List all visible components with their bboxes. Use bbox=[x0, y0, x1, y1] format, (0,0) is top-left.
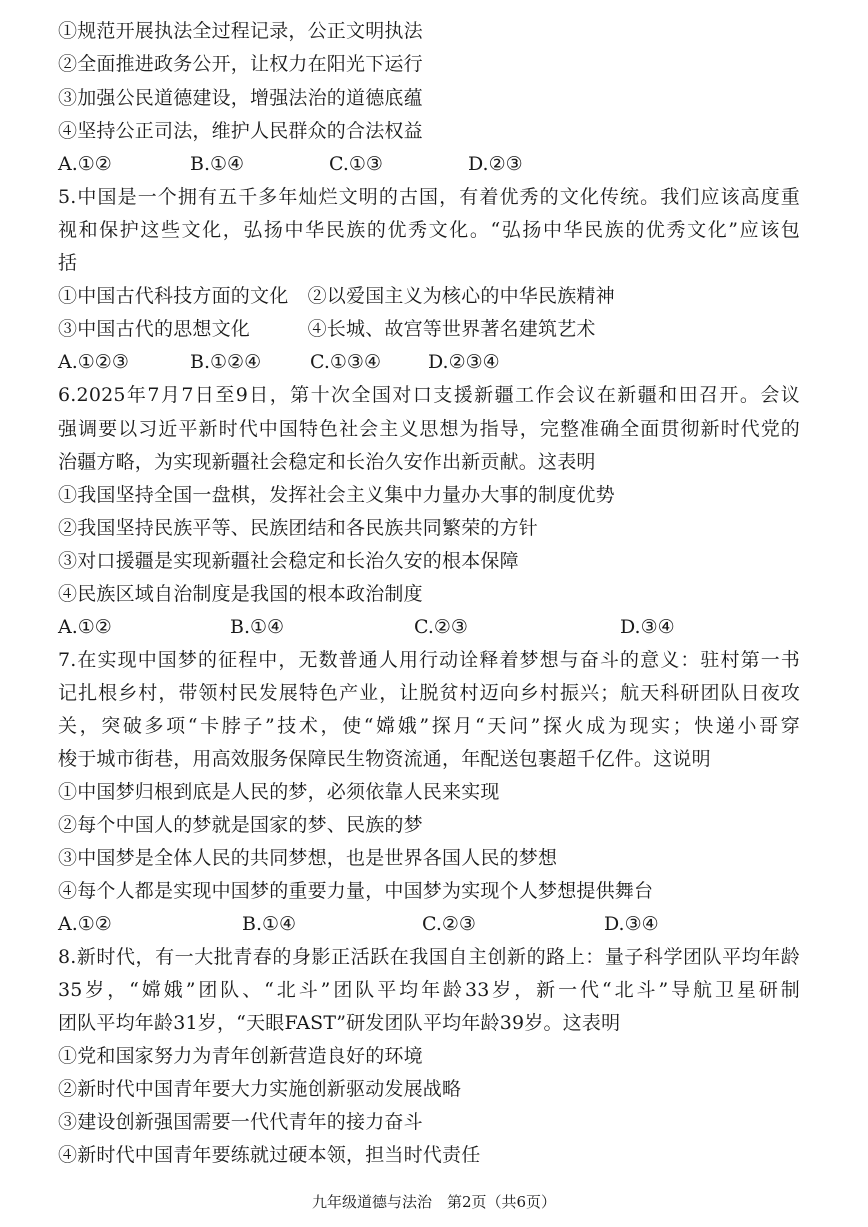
q5-statements-3-4: ③中国古代的思想文化 ④长城、故宫等世界著名建筑艺术 bbox=[58, 318, 596, 340]
q4-statement-2: ②全面推进政务公开，让权力在阳光下运行 bbox=[58, 53, 423, 75]
q6-option-c[interactable]: C.②③ bbox=[414, 616, 468, 638]
q8-statement-1: ①党和国家努力为青年创新营造良好的环境 bbox=[58, 1045, 423, 1067]
q6-option-a[interactable]: A.①② bbox=[58, 616, 112, 638]
q5-option-b[interactable]: B.①②④ bbox=[190, 351, 262, 373]
q5-option-c[interactable]: C.①③④ bbox=[310, 351, 381, 373]
q6-option-b[interactable]: B.①④ bbox=[230, 616, 285, 638]
q6-statement-1: ①我国坚持全国一盘棋，发挥社会主义集中力量办大事的制度优势 bbox=[58, 484, 615, 506]
q8-stem-line-1: 8.新时代，有一大批青春的身影正活跃在我国自主创新的路上：量子科学团队平均年龄 bbox=[58, 946, 800, 968]
q7-option-a[interactable]: A.①② bbox=[58, 913, 112, 935]
q5-stem-line-3: 括 bbox=[58, 252, 78, 274]
q7-stem-line-2: 记扎根乡村，带领村民发展特色产业，让脱贫村迈向乡村振兴；航天科研团队日夜攻 bbox=[58, 682, 800, 704]
q8-statement-4: ④新时代中国青年要练就过硬本领，担当时代责任 bbox=[58, 1144, 481, 1166]
q4-statement-3: ③加强公民道德建设，增强法治的道德底蕴 bbox=[58, 87, 423, 109]
q7-stem-line-1: 7.在实现中国梦的征程中，无数普通人用行动诠释着梦想与奋斗的意义：驻村第一书 bbox=[58, 649, 800, 671]
q7-statement-1: ①中国梦归根到底是人民的梦，必须依靠人民来实现 bbox=[58, 781, 500, 803]
q7-statement-3: ③中国梦是全体人民的共同梦想，也是世界各国人民的梦想 bbox=[58, 847, 558, 869]
q6-statement-4: ④民族区域自治制度是我国的根本政治制度 bbox=[58, 583, 423, 605]
q6-options bbox=[58, 614, 800, 640]
q5-stem-line-2: 视和保护这些文化，弘扬中华民族的优秀文化。“弘扬中华民族的优秀文化”应该包 bbox=[58, 219, 800, 241]
q4-statement-1: ①规范开展执法全过程记录，公正文明执法 bbox=[58, 20, 423, 42]
q6-statement-3: ③对口援疆是实现新疆社会稳定和长治久安的根本保障 bbox=[58, 550, 519, 572]
q8-stem-line-2: 35岁，“嫦娥”团队、“北斗”团队平均年龄33岁，新一代“北斗”导航卫星研制 bbox=[58, 979, 800, 1001]
q7-option-c[interactable]: C.②③ bbox=[422, 913, 476, 935]
q6-stem-line-3: 治疆方略，为实现新疆社会稳定和长治久安作出新贡献。这表明 bbox=[58, 451, 596, 473]
q7-stem-line-3: 关，突破多项“卡脖子”技术，使“嫦娥”探月“天问”探火成为现实；快递小哥穿 bbox=[58, 715, 800, 737]
page-footer: 九年级道德与法治 第2页（共6页） bbox=[311, 1193, 557, 1211]
q5-options bbox=[58, 349, 800, 375]
q8-statement-2: ②新时代中国青年要大力实施创新驱动发展战略 bbox=[58, 1078, 462, 1100]
q6-stem-line-2: 强调要以习近平新时代中国特色社会主义思想为指导，完整准确全面贯彻新时代党的 bbox=[58, 418, 800, 440]
q4-option-c[interactable]: C.①③ bbox=[329, 153, 383, 175]
q7-option-d[interactable]: D.③④ bbox=[604, 913, 659, 935]
q4-statement-4: ④坚持公正司法，维护人民群众的合法权益 bbox=[58, 120, 423, 142]
q4-option-a[interactable]: A.①② bbox=[58, 153, 112, 175]
q6-statement-2: ②我国坚持民族平等、民族团结和各民族共同繁荣的方针 bbox=[58, 517, 539, 539]
q4-option-d[interactable]: D.②③ bbox=[468, 153, 523, 175]
q5-option-a[interactable]: A.①②③ bbox=[58, 351, 129, 373]
q6-stem-line-1: 6.2025年7月7日至9日，第十次全国对口支援新疆工作会议在新疆和田召开。会议 bbox=[58, 384, 800, 406]
q7-option-b[interactable]: B.①④ bbox=[242, 913, 297, 935]
q5-statements-1-2: ①中国古代科技方面的文化 ②以爱国主义为核心的中华民族精神 bbox=[58, 285, 615, 307]
q8-statement-3: ③建设创新强国需要一代代青年的接力奋斗 bbox=[58, 1111, 423, 1133]
q5-option-d[interactable]: D.②③④ bbox=[428, 351, 500, 373]
q7-stem-line-4: 梭于城市街巷，用高效服务保障民生物资流通，年配送包裹超千亿件。这说明 bbox=[58, 748, 711, 770]
q7-options bbox=[58, 911, 800, 937]
q8-stem-line-3: 团队平均年龄31岁，“天眼FAST”研发团队平均年龄39岁。这表明 bbox=[58, 1012, 621, 1034]
q7-statement-4: ④每个人都是实现中国梦的重要力量，中国梦为实现个人梦想提供舞台 bbox=[58, 880, 654, 902]
q4-option-b[interactable]: B.①④ bbox=[190, 153, 245, 175]
q5-stem-line-1: 5.中国是一个拥有五千多年灿烂文明的古国，有着优秀的文化传统。我们应该高度重 bbox=[58, 186, 800, 208]
q6-option-d[interactable]: D.③④ bbox=[620, 616, 675, 638]
q7-statement-2: ②每个中国人的梦就是国家的梦、民族的梦 bbox=[58, 814, 423, 836]
q4-options bbox=[58, 151, 800, 177]
